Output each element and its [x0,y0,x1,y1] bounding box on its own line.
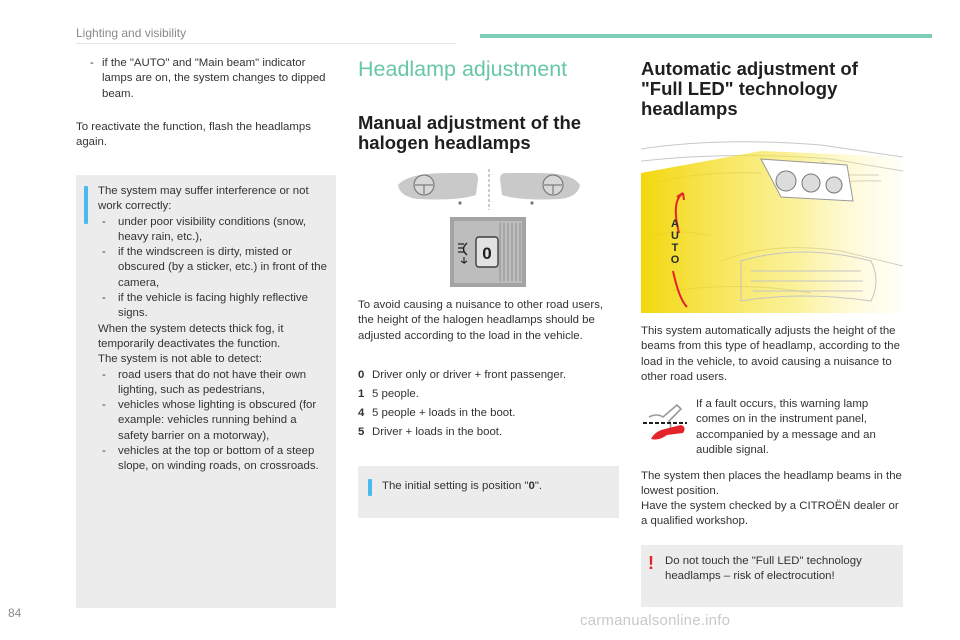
headlamp-adjustment-title: Headlamp adjustment [358,57,568,81]
wrench-warning-icon [641,397,689,443]
positions-list [358,368,620,444]
dashboard-dial-illustration [388,165,588,295]
position-item [358,387,620,402]
reactivate-text: To reactivate the function, flash the headlamps again. [76,120,311,149]
position-text: 5 people + loads in the boot. [372,406,516,419]
headlamp-height-dial [450,217,526,287]
fault-text: If a fault occurs, this warning lamp comes on in the instrument panel, accompanied by a message and an audible signal. [696,398,876,456]
position-key: 0 [358,369,365,381]
initial-setting-text: The initial setting is position "0". [382,480,543,492]
note-bullet: - vehicles at the top or bottom of a steep slope, on winding roads, on crossroads. [98,444,330,475]
position-key: 1 [358,387,365,400]
auto-paragraph3: Have the system checked by a CITROËN dealer or a qualified workshop. [641,500,899,528]
info-icon [84,186,88,224]
note-bullet: - if the windscreen is dirty, misted or obscured (by a sticker, etc.) in front of the camera, [98,245,330,291]
note-not-able: The system is not able to detect: [98,353,262,366]
section-title: Lighting and visibility [76,26,187,40]
left-dash-icon [398,173,478,205]
watermark: carmanualsonline.info [580,612,731,629]
note-bullet: - road users that do not have their own lighting, such as pedestrians, [98,368,330,399]
position-item [358,406,620,421]
manual-adjustment-subtitle: Manual adjustment of the halogen headlamps [358,112,582,153]
page-number: 84 [8,606,22,620]
auto-letter-t: T [671,242,679,254]
header-rule [76,43,456,44]
position-item [358,425,620,440]
position-item [358,368,620,383]
note-bullet: - if the vehicle is facing highly reflective signs. [98,291,330,322]
auto-letter-a: A [671,218,679,230]
note-bullet: - vehicles whose lighting is obscured (for example: vehicles running behind a safety barrier on a motorway), [98,398,330,444]
exclamation-icon: ! [648,553,654,573]
initial-setting-note [358,466,619,518]
position-text: Driver + loads in the boot. [372,425,503,438]
note-line1: The system may suffer interference or not work correctly: [98,185,309,213]
automatic-adjustment-title: Automatic adjustment of "Full LED" technology headlamps [641,58,858,119]
auto-letter-o: O [670,254,680,266]
halogen-paragraph: To avoid causing a nuisance to other road users, the height of the halogen headlamps should be adjusted according to the load in the vehicle. [358,299,604,342]
position-text: Driver only or driver + front passenger. [372,369,567,381]
auto-letter-u: U [671,230,679,242]
note-fog: When the system detects thick fog, it temporarily deactivates the function. [98,322,284,350]
intro-bullet: - if the "AUTO" and "Main beam" indicator lamps are on, the system changes to dipped beam. [86,56,336,102]
position-text: 5 people. [372,387,419,400]
auto-paragraph1: This system automatically adjusts the height of the beams from this type of headlamp, according to the load in the vehicle, to avoid causing a nuisance to other road users. [641,325,900,383]
headlamp-illustration [641,131,903,313]
position-key: 5 [358,425,365,438]
info-note-box [76,175,336,608]
info-icon [368,479,372,496]
auto-paragraph2: The system then places the headlamp beams in the lowest position. [641,470,902,498]
warning-note [641,545,903,607]
position-key: 4 [358,406,365,419]
intro-block [76,56,336,150]
right-dash-icon [500,173,580,205]
warning-text: Do not touch the "Full LED" technology headlamps – risk of electrocution! [665,555,862,583]
dial-value: 0 [482,244,492,263]
note-bullet: - under poor visibility conditions (snow, heavy rain, etc.), [98,215,330,246]
header-accent-bar [480,34,932,38]
